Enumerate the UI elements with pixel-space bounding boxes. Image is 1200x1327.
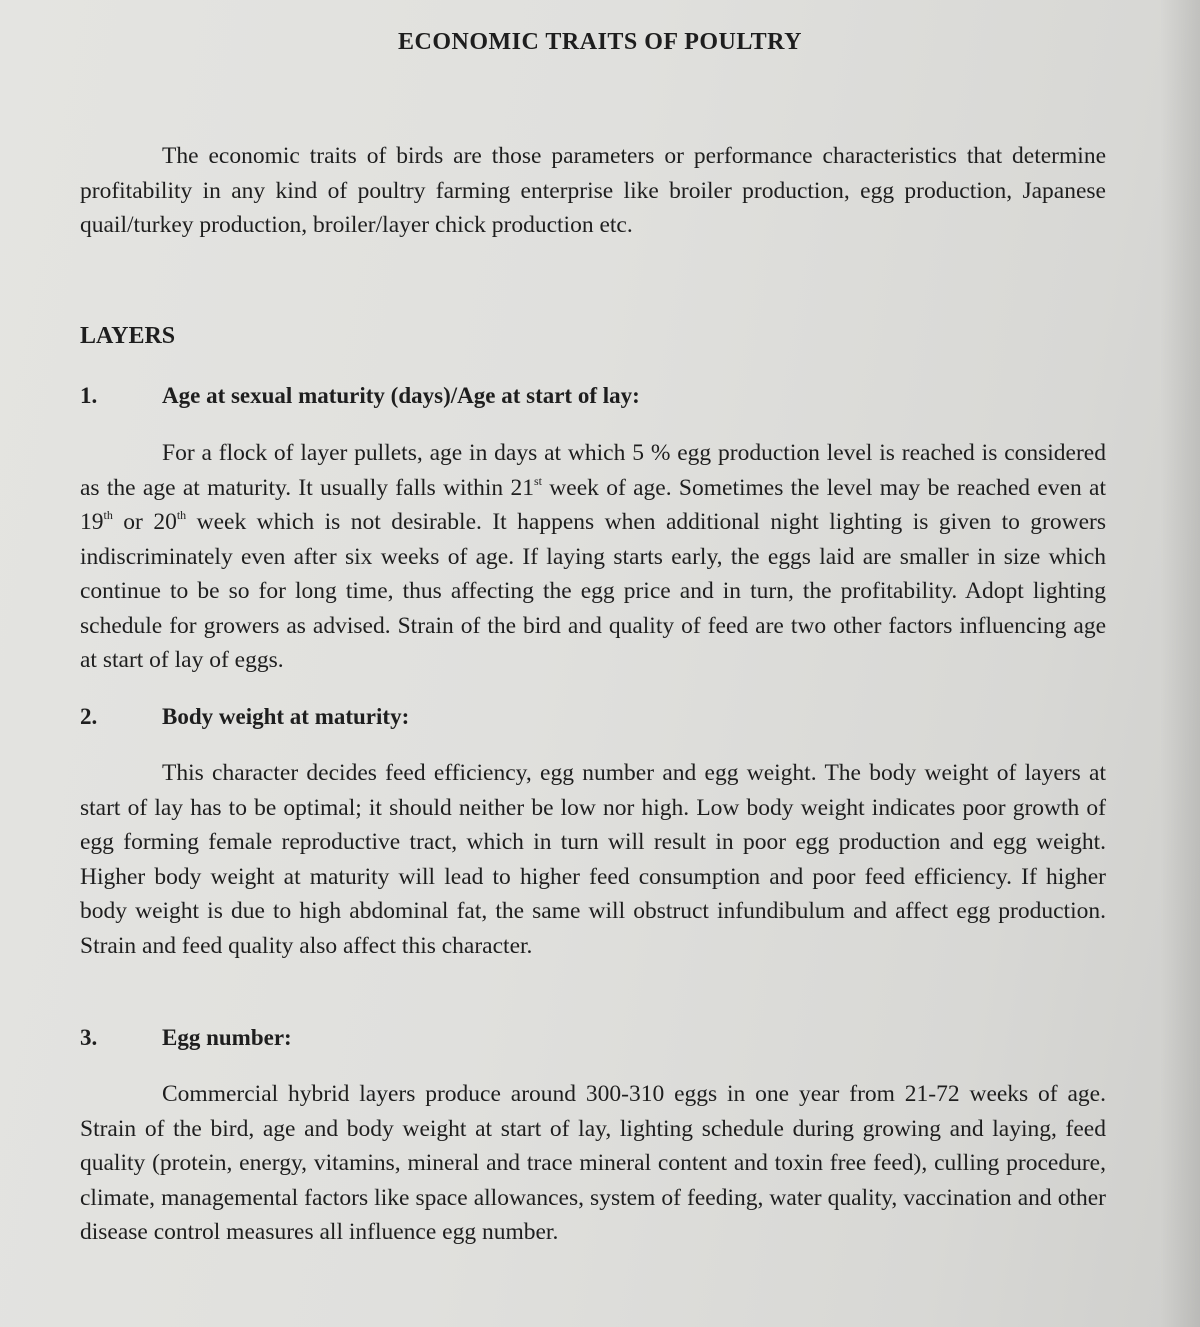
superscript: th: [103, 508, 113, 522]
item-heading-text: Age at sexual maturity (days)/Age at start of lay:: [162, 383, 640, 408]
paragraph-text: week of age. Sometimes the level may be reached even at 19: [80, 474, 1106, 535]
item-heading-text: Body weight at maturity:: [162, 704, 410, 729]
item-paragraph-egg-number: Commercial hybrid layers produce around 300-310 eggs in one year from 21-72 weeks of age. Strain of the bird, age and body weight at start of lay, lighting schedule during growing and laying, feed quality (protein, energy, vitamins, mineral and trace mineral content and toxin free feed), culling procedure, climate, managemental factors like space allowances, system of feeding, water quality, vaccination and other disease control measures all influence egg number.: [80, 1081, 1106, 1245]
section-heading-layers: LAYERS: [80, 323, 176, 349]
intro-paragraph: The economic traits of birds are those parameters or performance characteristics that determine profitability in any kind of poultry farming enterprise like broiler production, egg production, Japanese quail/turkey production, broiler/layer chick production etc.: [80, 143, 1106, 238]
item-number: 3.: [80, 1025, 98, 1050]
item-paragraph-age-at-maturity: [80, 436, 1106, 678]
item-paragraph-body-weight: This character decides feed efficiency, egg number and egg weight. The body weight of layers at start of lay has to be optimal; it should neither be low nor high. Low body weight indicates poor growth of egg forming female reproductive tract, which in turn will result in poor egg production and egg weight. Higher body weight at maturity will lead to higher feed consumption and poor feed efficiency. If higher body weight is due to high abdominal fat, the same will obstruct infundibulum and affect egg production. Strain and feed quality also affect this character.: [80, 760, 1106, 959]
item-number: 1.: [80, 383, 98, 408]
item-heading-egg-number: [80, 1023, 980, 1053]
superscript: st: [533, 473, 542, 488]
item-heading-body-weight: [80, 702, 980, 732]
item-heading-text: Egg number:: [162, 1025, 292, 1050]
paragraph-text: or 20: [112, 509, 177, 535]
page-title: ECONOMIC TRAITS OF POULTRY: [398, 29, 802, 55]
item-heading-age-at-maturity: [80, 381, 980, 411]
page-edge-shadow: [1160, 0, 1200, 1327]
paragraph-text: For a flock of layer pullets, age in days at which 5 % egg production level is reached is considered as the age at maturity. It usually falls within 21: [80, 440, 1106, 501]
paragraph-text: week which is not desirable. It happens when additional night lighting is given to growers indiscriminately even after six weeks of age. If laying starts early, the eggs laid are smaller in size which continue to be so for long time, thus affecting the egg price and in turn, the profitability. Adopt lighting schedule for growers as advised. Strain of the bird and quality of feed are two other factors influencing age at start of lay of eggs.: [80, 509, 1107, 673]
superscript: th: [176, 508, 187, 522]
item-number: 2.: [80, 704, 98, 729]
